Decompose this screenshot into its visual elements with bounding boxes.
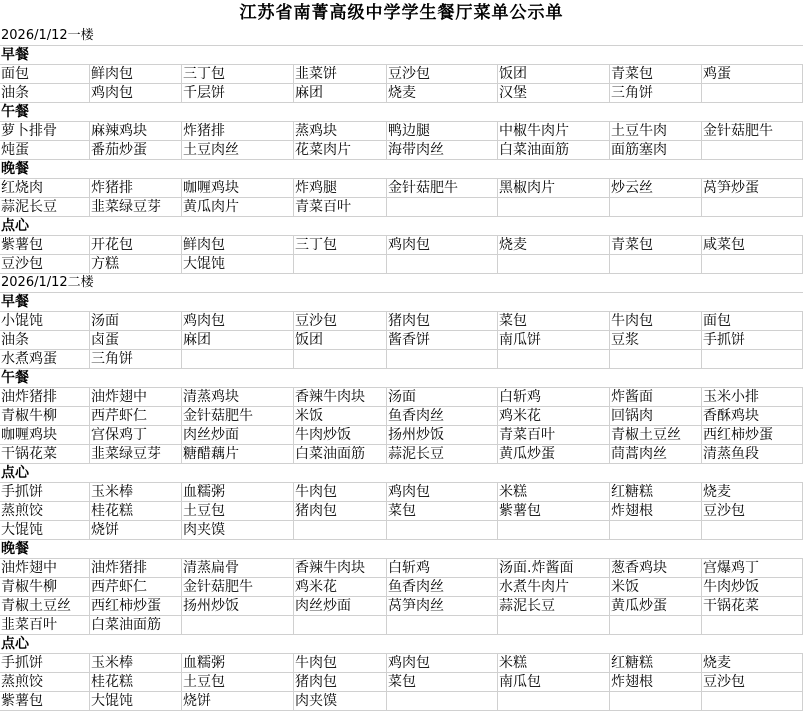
- menu-row: [0, 236, 803, 255]
- section-header-row: [0, 369, 803, 388]
- empty-cell[interactable]: [387, 521, 498, 539]
- empty-cell[interactable]: [610, 350, 702, 368]
- menu-item-cell[interactable]: 牛肉包: [294, 483, 387, 501]
- menu-row: [0, 559, 803, 578]
- menu-item-cell[interactable]: 鸡肉包: [387, 483, 498, 501]
- menu-item-cell[interactable]: 烧麦: [387, 84, 498, 102]
- date-cell[interactable]: 2026/1/12一楼: [1, 28, 94, 43]
- menu-item-cell[interactable]: 米糕: [498, 483, 610, 501]
- section-header[interactable]: 午餐: [1, 370, 29, 386]
- section-header-row: [0, 464, 803, 483]
- menu-item-cell[interactable]: 麻辣鸡块: [90, 122, 182, 140]
- menu-item-cell[interactable]: 鸡蛋: [702, 65, 803, 83]
- menu-item-cell[interactable]: 黄瓜肉片: [182, 198, 294, 216]
- menu-item-cell[interactable]: 血糯粥: [182, 654, 294, 672]
- menu-item-cell[interactable]: 炒云丝: [610, 179, 702, 197]
- menu-item-cell[interactable]: 油炸翅中: [90, 388, 182, 406]
- menu-item-cell[interactable]: 莴笋炒蛋: [702, 179, 803, 197]
- menu-item-cell[interactable]: 油条: [0, 84, 90, 102]
- menu-item-cell[interactable]: 小馄饨: [0, 312, 90, 330]
- menu-row: [0, 673, 803, 692]
- menu-item-cell[interactable]: 炖蛋: [0, 141, 90, 159]
- menu-item-cell[interactable]: 肉丝炒面: [294, 597, 387, 615]
- menu-row: [0, 445, 803, 464]
- menu-item-cell[interactable]: 韭菜百叶: [0, 616, 90, 634]
- menu-item-cell[interactable]: 开花包: [90, 236, 182, 254]
- menu-item-cell[interactable]: 青椒牛柳: [0, 407, 90, 425]
- menu-item-cell[interactable]: 手抓饼: [0, 654, 90, 672]
- menu-item-cell[interactable]: 烧麦: [702, 654, 803, 672]
- empty-cell[interactable]: [498, 521, 610, 539]
- menu-row: [0, 312, 803, 331]
- empty-cell[interactable]: [702, 198, 803, 216]
- section-header-row: [0, 217, 803, 236]
- menu-item-cell[interactable]: 蒜泥长豆: [387, 445, 498, 463]
- menu-item-cell[interactable]: 鸡肉包: [90, 84, 182, 102]
- empty-cell[interactable]: [610, 692, 702, 710]
- menu-item-cell[interactable]: 饭团: [294, 331, 387, 349]
- menu-row: [0, 407, 803, 426]
- menu-item-cell[interactable]: 花菜肉片: [294, 141, 387, 159]
- menu-item-cell[interactable]: 肉夹馍: [294, 692, 387, 710]
- empty-cell[interactable]: [702, 350, 803, 368]
- menu-row: [0, 426, 803, 445]
- empty-cell[interactable]: [610, 616, 702, 634]
- menu-item-cell[interactable]: 玉米棒: [90, 654, 182, 672]
- menu-item-cell[interactable]: 大馄饨: [0, 521, 90, 539]
- menu-item-cell[interactable]: 油炸猪排: [90, 559, 182, 577]
- menu-item-cell[interactable]: 牛肉包: [610, 312, 702, 330]
- menu-item-cell[interactable]: 油条: [0, 331, 90, 349]
- menu-item-cell[interactable]: 土豆包: [182, 673, 294, 691]
- menu-item-cell[interactable]: 猪肉包: [294, 673, 387, 691]
- menu-item-cell[interactable]: 麻团: [182, 331, 294, 349]
- menu-row: [0, 502, 803, 521]
- empty-cell[interactable]: [294, 616, 387, 634]
- menu-item-cell[interactable]: 青菜包: [610, 65, 702, 83]
- menu-item-cell[interactable]: 红烧肉: [0, 179, 90, 197]
- menu-item-cell[interactable]: 油炸猪排: [0, 388, 90, 406]
- empty-cell[interactable]: [387, 616, 498, 634]
- menu-item-cell[interactable]: 酱香饼: [387, 331, 498, 349]
- menu-item-cell[interactable]: 南瓜包: [498, 673, 610, 691]
- menu-item-cell[interactable]: 西芹虾仁: [90, 407, 182, 425]
- menu-item-cell[interactable]: 番茄炒蛋: [90, 141, 182, 159]
- page-title: 江苏省南菁高级中学学生餐厅菜单公示单: [239, 3, 564, 23]
- section-header-row: [0, 46, 803, 65]
- section-header-row: [0, 103, 803, 122]
- menu-item-cell[interactable]: 桂花糕: [90, 502, 182, 520]
- menu-item-cell[interactable]: 鸡米花: [294, 578, 387, 596]
- empty-cell[interactable]: [498, 616, 610, 634]
- menu-item-cell[interactable]: 中椒牛肉片: [498, 122, 610, 140]
- menu-row: [0, 692, 803, 711]
- empty-cell[interactable]: [702, 616, 803, 634]
- menu-item-cell[interactable]: 面包: [702, 312, 803, 330]
- menu-row: [0, 388, 803, 407]
- empty-cell[interactable]: [387, 198, 498, 216]
- menu-item-cell[interactable]: 金针菇肥牛: [702, 122, 803, 140]
- menu-item-cell[interactable]: 牛肉包: [294, 654, 387, 672]
- menu-row: [0, 616, 803, 635]
- menu-item-cell[interactable]: 回锅肉: [610, 407, 702, 425]
- menu-item-cell[interactable]: 白菜油面筋: [90, 616, 182, 634]
- menu-row: [0, 122, 803, 141]
- menu-item-cell[interactable]: 猪肉包: [294, 502, 387, 520]
- menu-item-cell[interactable]: 青椒土豆丝: [610, 426, 702, 444]
- section-header[interactable]: 点心: [1, 465, 29, 481]
- menu-row: [0, 654, 803, 673]
- menu-item-cell[interactable]: 宫保鸡丁: [90, 426, 182, 444]
- menu-item-cell[interactable]: 鱼香肉丝: [387, 407, 498, 425]
- menu-item-cell[interactable]: 鸭边腿: [387, 122, 498, 140]
- menu-item-cell[interactable]: 蒸煎饺: [0, 502, 90, 520]
- menu-item-cell[interactable]: 汤面: [387, 388, 498, 406]
- menu-item-cell[interactable]: 豆沙包: [294, 312, 387, 330]
- menu-item-cell[interactable]: 蒜泥长豆: [0, 198, 90, 216]
- menu-row: [0, 521, 803, 540]
- menu-item-cell[interactable]: 汤面.炸酱面: [498, 559, 610, 577]
- menu-item-cell[interactable]: 面筋塞肉: [610, 141, 702, 159]
- menu-item-cell[interactable]: 青菜百叶: [294, 198, 387, 216]
- menu-item-cell[interactable]: 猪肉包: [387, 312, 498, 330]
- empty-cell[interactable]: [498, 255, 610, 273]
- menu-item-cell[interactable]: 紫薯包: [498, 502, 610, 520]
- menu-item-cell[interactable]: 血糯粥: [182, 483, 294, 501]
- menu-row: [0, 350, 803, 369]
- menu-item-cell[interactable]: 咖喱鸡块: [0, 426, 90, 444]
- menu-item-cell[interactable]: 肉丝炒面: [182, 426, 294, 444]
- empty-cell[interactable]: [387, 692, 498, 710]
- menu-item-cell[interactable]: 海带肉丝: [387, 141, 498, 159]
- menu-item-cell[interactable]: 青椒土豆丝: [0, 597, 90, 615]
- empty-cell[interactable]: [702, 84, 803, 102]
- menu-item-cell[interactable]: 金针菇肥牛: [182, 578, 294, 596]
- empty-cell[interactable]: [702, 521, 803, 539]
- menu-item-cell[interactable]: 豆沙包: [387, 65, 498, 83]
- menu-item-cell[interactable]: 烧饼: [182, 692, 294, 710]
- section-header[interactable]: 点心: [1, 636, 29, 652]
- menu-item-cell[interactable]: 西红柿炒蛋: [90, 597, 182, 615]
- menu-item-cell[interactable]: 炸翅根: [610, 502, 702, 520]
- date-cell[interactable]: 2026/1/12二楼: [1, 275, 94, 290]
- menu-item-cell[interactable]: 米糕: [498, 654, 610, 672]
- menu-item-cell[interactable]: 金针菇肥牛: [182, 407, 294, 425]
- menu-item-cell[interactable]: 千层饼: [182, 84, 294, 102]
- menu-item-cell[interactable]: 鸡肉包: [182, 312, 294, 330]
- menu-item-cell[interactable]: 香辣牛肉块: [294, 388, 387, 406]
- menu-row: [0, 255, 803, 274]
- menu-item-cell[interactable]: 豆沙包: [0, 255, 90, 273]
- menu-item-cell[interactable]: 韭菜饼: [294, 65, 387, 83]
- section-header[interactable]: 午餐: [1, 104, 29, 120]
- section-header-row: [0, 635, 803, 654]
- menu-item-cell[interactable]: 韭菜绿豆芽: [90, 198, 182, 216]
- menu-item-cell[interactable]: 南瓜饼: [498, 331, 610, 349]
- menu-item-cell[interactable]: 糖醋藕片: [182, 445, 294, 463]
- menu-item-cell[interactable]: 米饭: [610, 578, 702, 596]
- empty-cell[interactable]: [294, 255, 387, 273]
- menu-item-cell[interactable]: 干锅花菜: [702, 597, 803, 615]
- menu-item-cell[interactable]: 香辣牛肉块: [294, 559, 387, 577]
- menu-item-cell[interactable]: 豆沙包: [702, 502, 803, 520]
- empty-cell[interactable]: [498, 692, 610, 710]
- empty-cell[interactable]: [294, 350, 387, 368]
- menu-item-cell[interactable]: 干锅花菜: [0, 445, 90, 463]
- menu-item-cell[interactable]: 三角饼: [90, 350, 182, 368]
- menu-row: [0, 198, 803, 217]
- section-header-row: [0, 160, 803, 179]
- menu-item-cell[interactable]: 清蒸鸡块: [182, 388, 294, 406]
- menu-item-cell[interactable]: 白菜油面筋: [498, 141, 610, 159]
- menu-item-cell[interactable]: 扬州炒饭: [387, 426, 498, 444]
- menu-item-cell[interactable]: 扬州炒饭: [182, 597, 294, 615]
- menu-item-cell[interactable]: 烧饼: [90, 521, 182, 539]
- menu-item-cell[interactable]: 方糕: [90, 255, 182, 273]
- menu-item-cell[interactable]: 豆浆: [610, 331, 702, 349]
- menu-row: [0, 578, 803, 597]
- menu-item-cell[interactable]: 牛肉炒饭: [294, 426, 387, 444]
- empty-cell[interactable]: [182, 616, 294, 634]
- menu-sheet: [0, 27, 803, 722]
- menu-item-cell[interactable]: 咖喱鸡块: [182, 179, 294, 197]
- menu-item-cell[interactable]: 韭菜绿豆芽: [90, 445, 182, 463]
- menu-item-cell[interactable]: 白斩鸡: [387, 559, 498, 577]
- menu-item-cell[interactable]: 莴笋肉丝: [387, 597, 498, 615]
- empty-cell[interactable]: [702, 255, 803, 273]
- menu-item-cell[interactable]: 蒜泥长豆: [498, 597, 610, 615]
- menu-item-cell[interactable]: 土豆包: [182, 502, 294, 520]
- menu-item-cell[interactable]: 西红柿炒蛋: [702, 426, 803, 444]
- menu-item-cell[interactable]: 清蒸鱼段: [702, 445, 803, 463]
- menu-item-cell[interactable]: 汉堡: [498, 84, 610, 102]
- menu-row: [0, 141, 803, 160]
- empty-cell[interactable]: [498, 350, 610, 368]
- empty-cell[interactable]: [702, 141, 803, 159]
- section-header[interactable]: 晚餐: [1, 161, 29, 177]
- menu-item-cell[interactable]: 桂花糕: [90, 673, 182, 691]
- menu-item-cell[interactable]: 三丁包: [182, 65, 294, 83]
- menu-item-cell[interactable]: 炸酱面: [610, 388, 702, 406]
- menu-item-cell[interactable]: 黄瓜炒蛋: [610, 597, 702, 615]
- menu-item-cell[interactable]: 三角饼: [610, 84, 702, 102]
- section-header[interactable]: 点心: [1, 218, 29, 234]
- menu-item-cell[interactable]: 肉夹馍: [182, 521, 294, 539]
- section-header-row: [0, 293, 803, 312]
- menu-item-cell[interactable]: 青菜百叶: [498, 426, 610, 444]
- menu-item-cell[interactable]: 土豆牛肉: [610, 122, 702, 140]
- menu-item-cell[interactable]: 鸡米花: [498, 407, 610, 425]
- empty-cell[interactable]: [702, 692, 803, 710]
- menu-item-cell[interactable]: 鲜肉包: [182, 236, 294, 254]
- menu-item-cell[interactable]: 黑椒肉片: [498, 179, 610, 197]
- empty-cell[interactable]: [294, 521, 387, 539]
- menu-item-cell[interactable]: 鱼香肉丝: [387, 578, 498, 596]
- menu-item-cell[interactable]: 玉米棒: [90, 483, 182, 501]
- menu-item-cell[interactable]: 蒸煎饺: [0, 673, 90, 691]
- menu-item-cell[interactable]: 炸猪排: [90, 179, 182, 197]
- menu-item-cell[interactable]: 汤面: [90, 312, 182, 330]
- menu-row: [0, 597, 803, 616]
- menu-item-cell[interactable]: 麻团: [294, 84, 387, 102]
- menu-item-cell[interactable]: 豆沙包: [702, 673, 803, 691]
- menu-item-cell[interactable]: 饭团: [498, 65, 610, 83]
- menu-item-cell[interactable]: 油炸翅中: [0, 559, 90, 577]
- menu-item-cell[interactable]: 紫薯包: [0, 236, 90, 254]
- menu-row: [0, 179, 803, 198]
- section-header[interactable]: 早餐: [1, 294, 29, 310]
- menu-row: [0, 483, 803, 502]
- menu-item-cell[interactable]: 大馄饨: [182, 255, 294, 273]
- empty-cell[interactable]: [610, 255, 702, 273]
- menu-item-cell[interactable]: 大馄饨: [90, 692, 182, 710]
- menu-item-cell[interactable]: 红糖糕: [610, 483, 702, 501]
- menu-item-cell[interactable]: 清蒸扁骨: [182, 559, 294, 577]
- menu-item-cell[interactable]: 黄瓜炒蛋: [498, 445, 610, 463]
- menu-item-cell[interactable]: 鸡肉包: [387, 236, 498, 254]
- menu-item-cell[interactable]: 金针菇肥牛: [387, 179, 498, 197]
- section-header-row: [0, 540, 803, 559]
- section-header[interactable]: 晚餐: [1, 541, 29, 557]
- menu-item-cell[interactable]: 萝卜排骨: [0, 122, 90, 140]
- menu-item-cell[interactable]: 炸翅根: [610, 673, 702, 691]
- menu-item-cell[interactable]: 手抓饼: [702, 331, 803, 349]
- menu-item-cell[interactable]: 鸡肉包: [387, 654, 498, 672]
- menu-item-cell[interactable]: 玉米小排: [702, 388, 803, 406]
- menu-item-cell[interactable]: 白菜油面筋: [294, 445, 387, 463]
- empty-cell[interactable]: [610, 521, 702, 539]
- empty-cell[interactable]: [610, 198, 702, 216]
- menu-item-cell[interactable]: 水煮鸡蛋: [0, 350, 90, 368]
- menu-item-cell[interactable]: 鲜肉包: [90, 65, 182, 83]
- menu-item-cell[interactable]: 咸菜包: [702, 236, 803, 254]
- empty-cell[interactable]: [387, 255, 498, 273]
- empty-cell[interactable]: [498, 198, 610, 216]
- menu-row: [0, 331, 803, 350]
- date-row: [0, 27, 803, 46]
- menu-item-cell[interactable]: 牛肉炒饭: [702, 578, 803, 596]
- menu-item-cell[interactable]: 茼蒿肉丝: [610, 445, 702, 463]
- menu-item-cell[interactable]: 蒸鸡块: [294, 122, 387, 140]
- menu-item-cell[interactable]: 烧麦: [498, 236, 610, 254]
- menu-item-cell[interactable]: 西芹虾仁: [90, 578, 182, 596]
- empty-cell[interactable]: [182, 350, 294, 368]
- menu-item-cell[interactable]: 水煮牛肉片: [498, 578, 610, 596]
- menu-item-cell[interactable]: 白斩鸡: [498, 388, 610, 406]
- menu-item-cell[interactable]: 烧麦: [702, 483, 803, 501]
- empty-cell[interactable]: [387, 350, 498, 368]
- menu-item-cell[interactable]: 菜包: [387, 673, 498, 691]
- menu-item-cell[interactable]: 菜包: [387, 502, 498, 520]
- menu-item-cell[interactable]: 紫薯包: [0, 692, 90, 710]
- menu-item-cell[interactable]: 葱香鸡块: [610, 559, 702, 577]
- menu-item-cell[interactable]: 手抓饼: [0, 483, 90, 501]
- menu-item-cell[interactable]: 香酥鸡块: [702, 407, 803, 425]
- menu-item-cell[interactable]: 菜包: [498, 312, 610, 330]
- menu-item-cell[interactable]: 红糖糕: [610, 654, 702, 672]
- menu-row: [0, 84, 803, 103]
- menu-item-cell[interactable]: 米饭: [294, 407, 387, 425]
- menu-item-cell[interactable]: 青椒牛柳: [0, 578, 90, 596]
- menu-item-cell[interactable]: 三丁包: [294, 236, 387, 254]
- menu-row: [0, 65, 803, 84]
- menu-item-cell[interactable]: 炸鸡腿: [294, 179, 387, 197]
- menu-item-cell[interactable]: 宫爆鸡丁: [702, 559, 803, 577]
- menu-item-cell[interactable]: 青菜包: [610, 236, 702, 254]
- menu-item-cell[interactable]: 炸猪排: [182, 122, 294, 140]
- menu-item-cell[interactable]: 卤蛋: [90, 331, 182, 349]
- menu-item-cell[interactable]: 土豆肉丝: [182, 141, 294, 159]
- menu-item-cell[interactable]: 面包: [0, 65, 90, 83]
- date-row: [0, 274, 803, 293]
- section-header[interactable]: 早餐: [1, 47, 29, 63]
